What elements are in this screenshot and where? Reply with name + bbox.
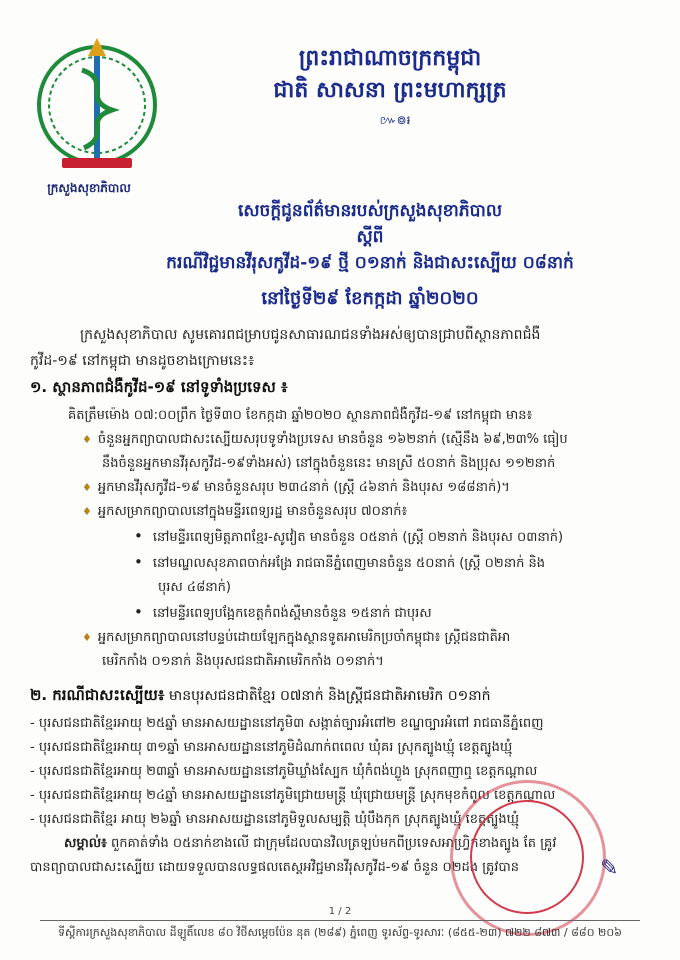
recovered-case-2: - បុរសជនជាតិខ្មែរអាយុ ៣១ឆ្នាំ មានអាសយដ្ឋាននៅភូមិដំណាក់ពពេល ឃុំគរ ស្រុកត្បូងឃ្មុំ ខេត្តត្បូងឃ្មុំ xyxy=(30,736,660,760)
ministry-logo xyxy=(22,30,172,180)
recovered-case-5: - បុរសជនជាតិខ្មែរ អាយុ ២៦ឆ្នាំ មានអាសយដ្ឋាននៅភូមិទួលសម្បត្តិ ឃុំបឹងកុក ស្រុកត្បូងឃ្មុំ ខេត្តត្បូងឃ្មុំ xyxy=(30,808,660,832)
title-date: នៅថ្ងៃទី២៩ ខែកក្កដា ឆ្នាំ២០២០ xyxy=(261,288,479,309)
intro-paragraph xyxy=(30,322,650,374)
bullet-us-embassy: ♦ អ្នកសម្រាកព្យាបាលនៅបន្ទប់ដោយឡែកក្នុងស្ថានទូតអាមេរិកប្រចាំកម្ពុជា៖ ស្ត្រីជនជាតិអា xyxy=(82,626,658,650)
title-subject: ករណីវិជ្ជមានវីរុសកូវីដ-១៩ ថ្មី ០១នាក់ និងជាសះស្បើយ ០៨នាក់ xyxy=(166,253,574,273)
recovered-case-3: - បុរសជនជាតិខ្មែរអាយុ ២៣ឆ្នាំ មានអាសយដ្ឋាននៅភូមិឃ្លាំងស្បែក ឃុំកំពង់ហ្លួង ស្រុកពញាឮ ខេត្តកណ្ដាល xyxy=(30,760,660,784)
recovered-case-4: - បុរសជនជាតិខ្មែរអាយុ ២៤ឆ្នាំ មានអាសយដ្ឋាននៅភូមិជ្រោយមន្រ្តី ឃុំជ្រោយមន្រ្តី ស្រុកមុខកំពូល ខេត្តកណ្ដាល xyxy=(30,784,660,808)
sub-item-chak-angre-cont: បុរស ៤៨នាក់) xyxy=(158,580,231,595)
section-1-body xyxy=(68,404,658,674)
section-2-summary: មានបុរសជនជាតិខ្មែរ ០៧នាក់ និងស្ត្រីជនជាតិអាមេរិក ០១នាក់ xyxy=(168,688,491,704)
note-line-2: បានព្យាបាលជាសះស្បើយ ដោយទទួលបានលទ្ធផលតេស្តអវិជ្ជមានវីរុសកូវីដ-១៩ ចំនួន ០២ដង ត្រូវបាន xyxy=(30,860,520,875)
sub-item-khmer-soviet: • នៅមន្ទីរពេទ្យមិត្តភាពខ្មែរ-សូវៀត មានចំនួន ០៥នាក់ (ស្ត្រី ០២នាក់ និងបុរស ០៣នាក់) xyxy=(134,524,658,550)
page-number: 1 / 2 xyxy=(328,906,352,917)
section-1-lead: គិតត្រឹមម៉ោង ០៧:០០ព្រឹក ថ្ងៃទី៣០ ខែកក្កដា ឆ្នាំ២០២០ ស្ថានភាពជំងឺកូវីដ-១៩ នៅកម្ពុជា មាន៖ xyxy=(68,408,533,423)
recovered-case-1: - បុរសជនជាតិខ្មែរអាយុ ២៥ឆ្នាំ មានអាសយដ្ឋាននៅភូមិ៣ សង្កាត់ច្បារអំពៅ២ ខណ្ឌច្បារអំពៅ រាជធានីភ្នំពេញ xyxy=(30,712,660,736)
intro-line-1: ក្រសួងសុខាភិបាល សូមគោរពជម្រាបជូនសាធារណជនទាំងអស់ឲ្យបានជ្រាបពីស្ថានភាពជំងឺ xyxy=(80,327,541,343)
title-regarding: ស្តីពី xyxy=(356,227,384,247)
note-label: សម្គាល់៖ xyxy=(64,836,107,851)
bullet-hospitalized: ♦ អ្នកសម្រាកព្យាបាលនៅក្នុងមន្ទីរពេទ្យរដ្ឋ មានចំនួនសរុប ៧០នាក់៖ xyxy=(82,500,658,524)
sub-item-kampong-speu: • នៅមន្ទីរពេទ្យបង្អែកខេត្តកំពង់ស្ពឺមានចំនួន ១៥នាក់ ជាបុរស xyxy=(134,600,658,626)
intro-line-2: កូវីដ-១៩ នៅកម្ពុជា មានដូចខាងក្រោមនេះ៖ xyxy=(30,353,255,369)
signature: ✎ xyxy=(600,856,619,881)
kingdom-heading: ព្រះរាជាណាចក្រកម្ពុជា xyxy=(298,46,482,71)
bullet-recovered: ♦ ចំនួនអ្នកព្យាបាលជាសះស្បើយសរុបទូទាំងប្រទេស មានចំនួន ១៦២នាក់ (ស្មើនឹង ៦៩,២៣% ធៀប xyxy=(82,428,658,452)
official-stamp-inner xyxy=(470,800,584,914)
bullet-total-cases: ♦ អ្នកមានវីរុសកូវីដ-១៩ មានចំនួនសរុប ២៣៤នាក់ (ស្ត្រី ៤៦នាក់ និងបុរស ១៨៨នាក់)។ xyxy=(82,476,658,500)
ornament-divider: ៚៙៛ xyxy=(379,113,411,127)
bullet-recovered-cont: នឹងចំនួនអ្នកមានវីរុសកូវីដ-១៩ទាំងអស់) នៅក្នុងចំនួននេះ មានស្រី ៥០នាក់ និងប្រុស ១១២នាក់ xyxy=(102,456,556,471)
section-2-heading xyxy=(30,686,660,708)
section-2-title: ២. ករណីជាសះស្បើយ៖ xyxy=(30,686,165,704)
sub-item-chak-angre: • នៅមណ្ឌលសុខភាពចាក់អង្រែ រាជធានីភ្នំពេញមានចំនួន ៥០នាក់ (ស្ត្រី ០២នាក់ និង xyxy=(134,550,658,576)
footer-divider xyxy=(40,920,640,921)
bullet-us-embassy-cont: មេរិកកាំង ០១នាក់ និងបុរសជនជាតិអាមេរិកកាំង ០១នាក់។ xyxy=(102,654,384,669)
footer-address: ទីស្តីការក្រសួងសុខាភិបាល ដីឡូតិ៍លេខ ៨០ វិថីសម្តេចប៉ែន នុត (២៨៩) ភ្នំពេញ ទូរស័ព្ទ-ទូរសារៈ (៨៥៥-២៣) ៧២២ ៨៧៣ / ៨៨០ ២០៦ xyxy=(58,926,622,939)
ministry-name: ក្រសួងសុខាភិបាល xyxy=(47,181,131,195)
note-text-a: ពួកគាត់ទាំង ០៥នាក់ខាងលើ ជាក្រុមដែលបានវិលត្រឡប់មកពីប្រទេសអាហ្វ្រិកខាងត្បូង តែ គ្រូវ xyxy=(111,836,557,851)
national-motto: ជាតិ សាសនា ព្រះមហាក្សត្រ xyxy=(273,78,507,103)
document-title: សេចក្តីជូនព័ត៌មានរបស់ក្រសួងសុខាភិបាល xyxy=(237,201,503,221)
section-1-heading: ១. ស្ថានភាពជំងឺកូវីដ-១៩ នៅទូទាំងប្រទេស ៖ xyxy=(30,378,288,396)
